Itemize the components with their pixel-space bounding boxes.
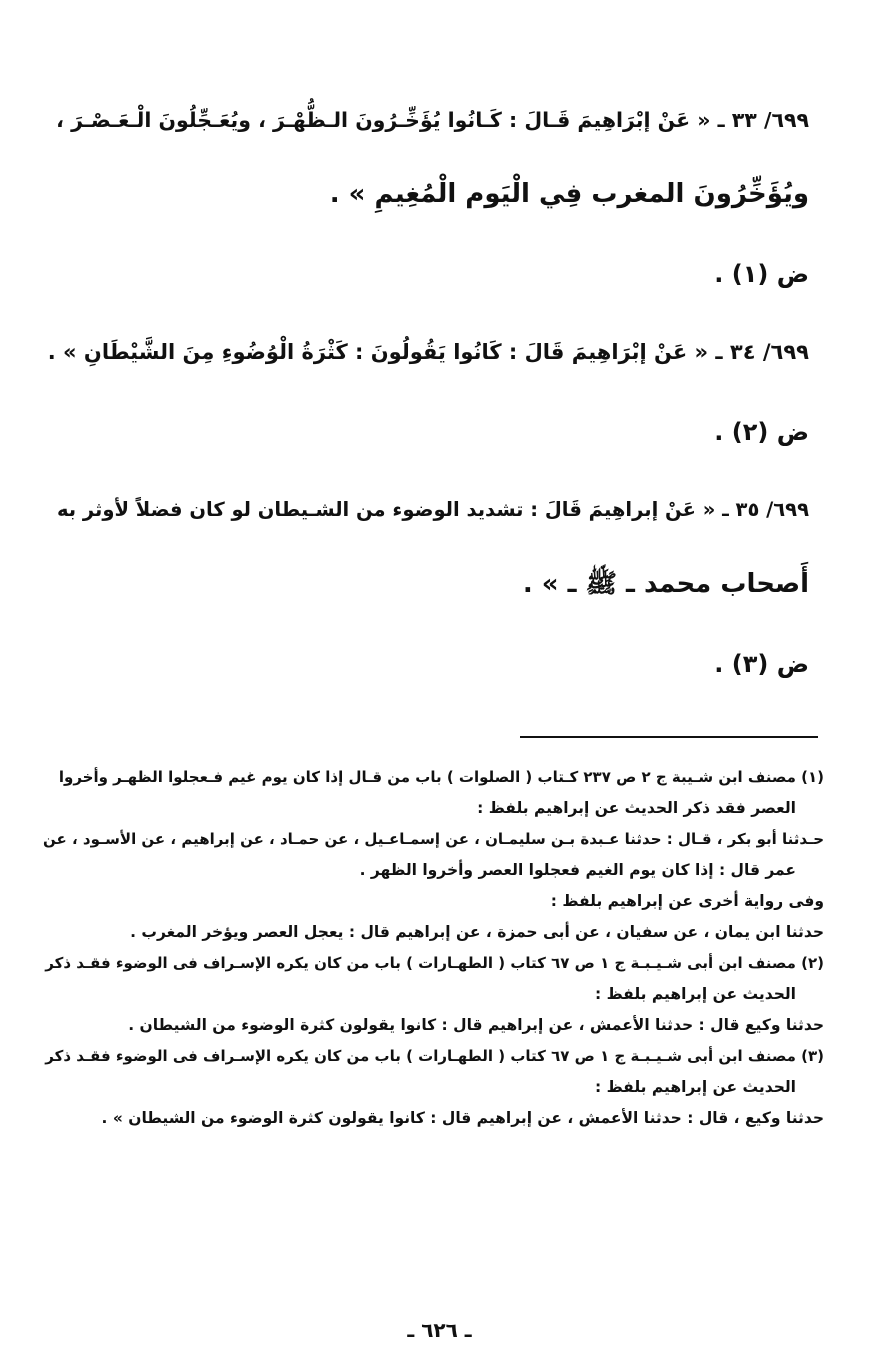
footnote-line: الحديث عن إبراهيم بلفظ : [594, 985, 796, 1003]
footnotes [40, 762, 824, 1134]
hadith-reference: ض (٢) . [714, 418, 809, 446]
footnote-line: (٣) مصنف ابن أبى شـيـبـة ج ١ ص ٦٧ كتاب ( الطهـارات ) باب من كان يكره الإسـراف فى الوضوء فقـد ذكر [45, 1047, 824, 1065]
footnote-line: حـدثنا أبو بكر ، قـال : حدثنا عـبدة بـن سليمـان ، عن إسمـاعـيل ، عن حمـاد ، عن إبراهيم ، عن الأسـود ، عن [43, 830, 824, 848]
footnote-line: وفى رواية أخرى عن إبراهيم بلفظ : [550, 892, 824, 910]
footnote-divider [520, 736, 818, 738]
footnote-line: حدثنا وكيع قال : حدثنا الأعمش ، عن إبراهيم قال : كانوا يقولون كثرة الوضوء من الشيطان . [128, 1016, 824, 1034]
hadith-reference: ض (١) . [714, 260, 809, 288]
hadith-line: ٦٩٩/ ٣٣ ـ « عَنْ إبْرَاهِيمَ قَـالَ : كَـانُوا يُؤَخِّـرُونَ الـظُّهْـرَ ، ويُعَـجِّلُونَ الْـعَـصْـرَ ، [56, 108, 809, 132]
footnote-line: الحديث عن إبراهيم بلفظ : [594, 1078, 796, 1096]
page-number: ـ ٦٢٦ ـ [407, 1318, 472, 1342]
footnote-line: حدثنا ابن يمان ، عن سفيان ، عن أبى حمزة ، عن إبراهيم قال : يعجل العصر ويؤخر المغرب . [130, 923, 824, 941]
footnote-line: (١) مصنف ابن شـيبة ج ٢ ص ٢٣٧ كـتاب ( الصلوات ) باب من قـال إذا كان يوم غيم فـعجلوا الظهـر وأخروا [58, 768, 824, 786]
main-text [40, 100, 809, 682]
footnote-line: (٢) مصنف ابن أبى شـيـبـة ج ١ ص ٦٧ كتاب ( الطهـارات ) باب من كان يكره الإسـراف فى الوضوء فقـد ذكر [45, 954, 824, 972]
hadith-line: ٦٩٩/ ٣٥ ـ « عَنْ إبراهِيمَ قَالَ : تشديد الوضوء من الشـيطان لو كان فضلاً لأوثر به [56, 498, 809, 521]
footnote-line: العصر فقد ذكر الحديث عن إبراهيم بلفظ : [477, 799, 796, 817]
hadith-line: ويُؤَخِّرُونَ المغرب فِي الْيَوم الْمُغِيمِ » . [329, 179, 809, 209]
hadith-line: ٦٩٩/ ٣٤ ـ « عَنْ إبْرَاهِيمَ قَالَ : كَانُوا يَقُولُونَ : كَثْرَةُ الْوُضُوءِ مِنَ الشَّيْطَانِ » . [47, 340, 809, 364]
hadith-reference: ض (٣) . [714, 650, 809, 678]
footnote-line: حدثنا وكيع ، قال : حدثنا الأعمش ، عن إبراهيم قال : كانوا يقولون كثرة الوضوء من الشيطان » . [101, 1109, 824, 1127]
footnote-line: عمر قال : إذا كان يوم الغيم فعجلوا العصر وأخروا الظهر . [359, 861, 796, 879]
hadith-line: أَصحاب محمد ـ ﷺ ـ » . [522, 569, 809, 599]
